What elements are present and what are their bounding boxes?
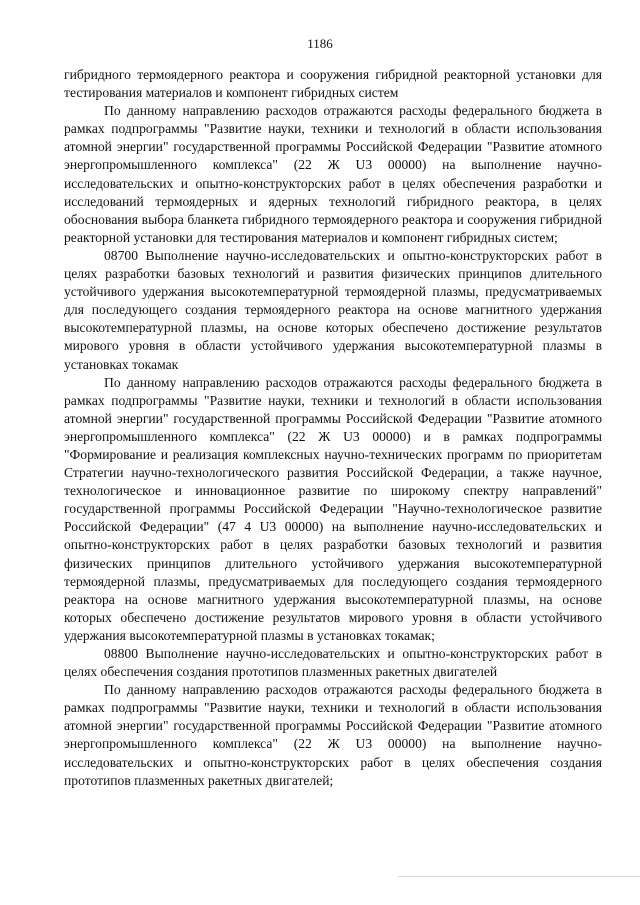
paragraph-1: гибридного термоядерного реактора и сооружения гибридной реакторной установки для тестирования материалов и компонент гибридных систем (64, 67, 602, 101)
paragraph-6: По данному направлению расходов отражаются расходы федерального бюджета в рамках подпрограммы "Развитие науки, техники и технологий в области использования атомной энергии" государственной программы Российской Федерации "Развитие атомного энергопромышленного комплекса" (22 Ж U3 00000) на выполнение научно-исследовательских и опытно-конструкторских работ в целях обеспечения создания прототипов плазменных ракетных двигателей; (64, 682, 602, 788)
document-body (64, 66, 602, 790)
paragraph-3: 08700 Выполнение научно-исследовательских и опытно-конструкторских работ в целях разработки базовых технологий и развития физических принципов длительного устойчивого удержания высокотемпературной термоядерной плазмы, предусматриваемых для последующего создания термоядерного реактора на основе магнитного удержания высокотемпературной плазмы, на основе которых обеспечено достижение результатов мирового уровня в области устойчивого удержания высокотемпературной плазмы в установках токамак (64, 247, 602, 372)
page-number: 1186 (307, 36, 333, 51)
scan-artifact-line (398, 876, 640, 877)
paragraph-2: По данному направлению расходов отражаются расходы федерального бюджета в рамках подпрограммы "Развитие науки, техники и технологий в области использования атомной энергии" государственной программы Российской Федерации "Развитие атомного энергопромышленного комплекса" (22 Ж U3 00000) на выполнение научно-исследовательских и опытно-конструкторских работ в целях обеспечения разработки и исследований термоядерных и ядерных технологий гибридного реактора, в целях обоснования выбора бланкета гибридного термоядерного реактора и сооружения гибридной реакторной установки для тестирования материалов и компонент гибридных систем; (64, 103, 602, 245)
paragraph-5: 08800 Выполнение научно-исследовательских и опытно-конструкторских работ в целях обеспечения создания прототипов плазменных ракетных двигателей (64, 646, 602, 680)
paragraph-4: По данному направлению расходов отражаются расходы федерального бюджета в рамках подпрограммы "Развитие науки, техники и технологий в области использования атомной энергии" государственной программы Российской Федерации "Развитие атомного энергопромышленного комплекса" (22 Ж U3 00000) и в рамках подпрограммы "Формирование и реализация комплексных научно-технических программ по приоритетам Стратегии научно-технологического развития Российской Федерации, а также научное, технологическое и инновационное развитие по широкому спектру направлений" государственной программы Российской Федерации "Научно-технологическое развитие Российской Федерации" (47 4 U3 00000) на выполнение научно-исследовательских и опытно-конструкторских работ в целях разработки базовых технологий и развития физических принципов длительного устойчивого удержания высокотемпературной термоядерной плазмы, предусматриваемых для последующего создания термоядерного реактора на основе магнитного удержания высокотемпературной плазмы, на основе которых обеспечено достижение результатов мирового уровня в области устойчивого удержания высокотемпературной плазмы в установках токамак; (64, 374, 602, 643)
